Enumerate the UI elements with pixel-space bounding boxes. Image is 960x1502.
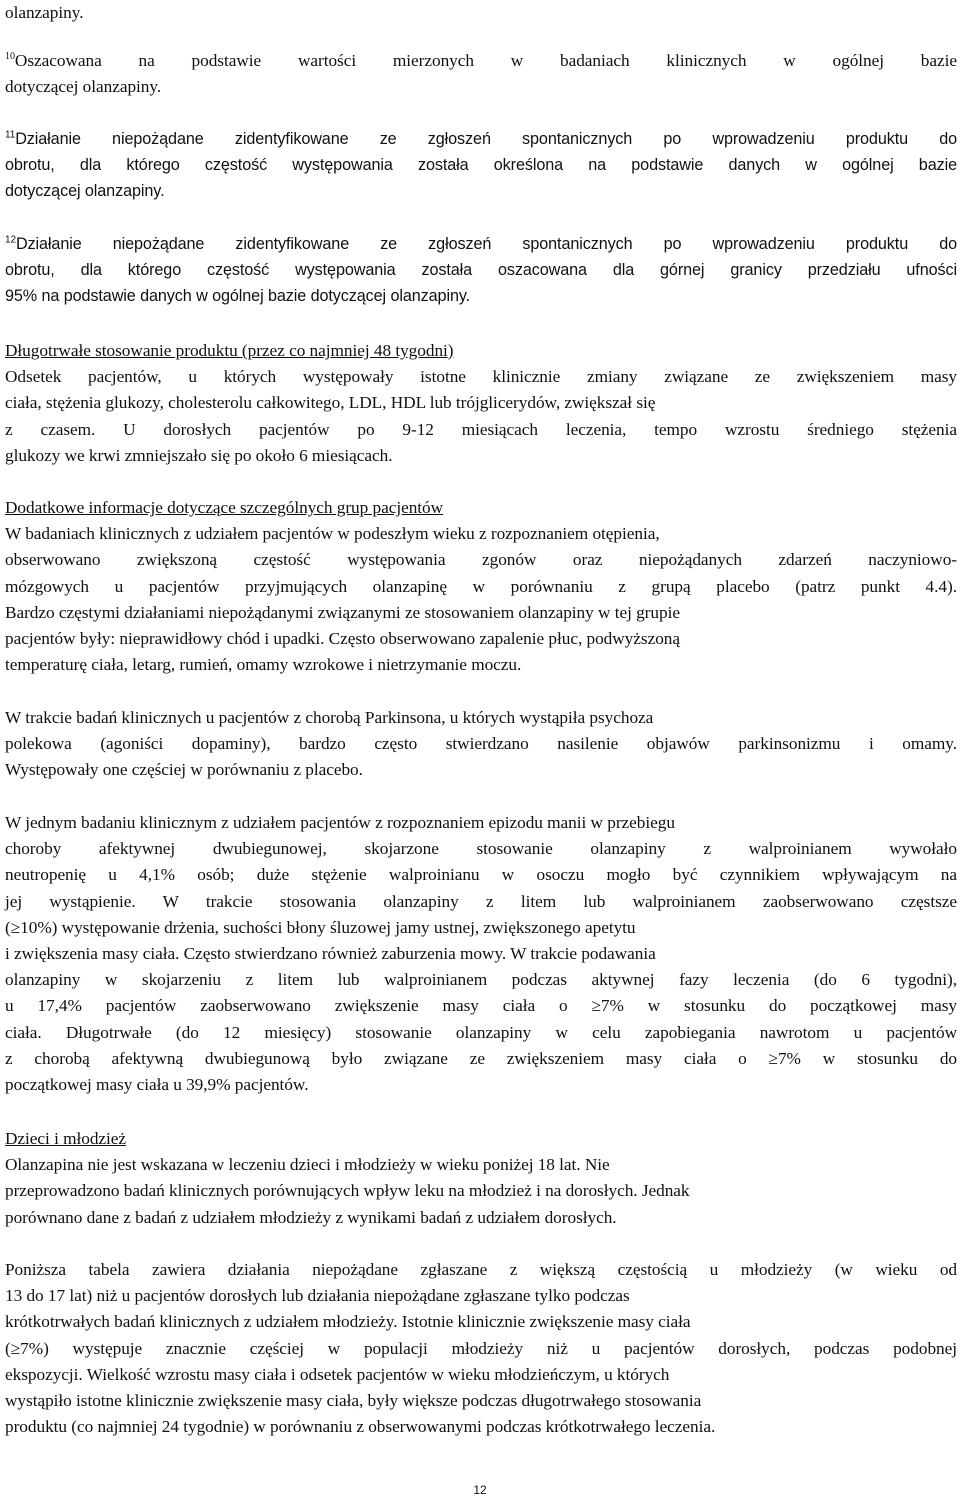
text-line: W jednym badaniu klinicznym z udziałem pacjentów z rozpoznaniem epizodu manii w przebiegu: [5, 813, 675, 832]
text-line: W trakcie badań klinicznych u pacjentów z chorobą Parkinsona, u których wystąpiła psychoza: [5, 708, 654, 727]
paragraph-mania: [5, 810, 957, 1098]
text-line: W badaniach klinicznych z udziałem pacjentów w podeszłym wieku z rozpoznaniem otępienia,: [5, 524, 660, 544]
text-line: Występowały one częściej w porównaniu z placebo.: [5, 760, 363, 780]
text-line: neutropenię u 4,1% osób; duże stężenie walproinianu w osoczu mogło być czynnikiem wpływającym na: [5, 865, 957, 885]
section-children-adolescents: [5, 1126, 957, 1231]
paragraph-adolescent-table-intro: [5, 1257, 957, 1440]
text-line: Działanie niepożądane zidentyfikowane ze zgłoszeń spontanicznych po wprowadzeniu produktu do: [15, 130, 957, 148]
text-line: Poniższa tabela zawiera działania niepożądane zgłaszane z większą częstością u młodzieży (w wieku od: [5, 1260, 957, 1279]
text-line: olanzapiny w skojarzeniu z litem lub walproinianem podczas aktywnej fazy leczenia (do 6 tygodni),: [5, 970, 957, 990]
page-number: 12: [473, 1483, 487, 1497]
footnote-11: [5, 126, 957, 205]
text-line: (≥7%) występuje znacznie częściej w populacji młodzieży niż u pacjentów dorosłych, podczas podobnej: [5, 1338, 957, 1358]
text-line: porównano dane z badań z udziałem młodzieży z wynikami badań z udziałem dorosłych.: [5, 1207, 617, 1227]
text-line: Olanzapina nie jest wskazana w leczeniu dzieci i młodzieży w wieku poniżej 18 lat. Nie: [5, 1155, 610, 1175]
footnote-marker: 11: [5, 129, 16, 141]
text-line: ciała, stężenia glukozy, cholesterolu całkowitego, LDL, HDL lub trójglicerydów, zwiększał się: [5, 393, 656, 413]
section-long-term-use: [5, 338, 957, 469]
top-fragment: [5, 0, 957, 26]
text-line: produktu (co najmniej 24 tygodnie) w porównaniu z obserwowanymi podczas krótkotrwałego leczenia.: [5, 1417, 716, 1437]
footnote-marker: 10: [5, 51, 15, 63]
text-line: temperaturę ciała, letarg, rumień, omamy wzrokowe i nietrzymanie moczu.: [5, 655, 522, 675]
text-line: ekspozycji. Wielkość wzrostu masy ciała i odsetek pacjentów w wieku młodzieńczym, u których: [5, 1364, 670, 1384]
text-line: ciała. Długotrwałe (do 12 miesięcy) stosowanie olanzapiny w celu zapobiegania nawrotom u pacjentów: [5, 1022, 957, 1042]
text-line: Bardzo częstymi działaniami niepożądanymi związanymi ze stosowaniem olanzapiny w tej grupie: [5, 602, 680, 622]
text-line: mózgowych u pacjentów przyjmujących olanzapinę w porównaniu z grupą placebo (patrz punkt 4.4).: [5, 576, 957, 596]
text-line: obrotu, dla którego częstość występowania została określona na podstawie danych w ogólnej bazie: [5, 156, 957, 175]
text-line: (≥10%) występowanie drżenia, suchości błony śluzowej jamy ustnej, zwiększonego apetytu: [5, 917, 636, 937]
section-special-populations: [5, 495, 957, 678]
text-line: jej wystąpienie. W trakcie stosowania olanzapiny z litem lub walproinianem zaobserwowano częstsze: [5, 891, 957, 911]
paragraph-parkinson: [5, 705, 957, 784]
text-line: choroby afektywnej dwubiegunowej, skojarzone stosowanie olanzapiny z walproinianem wywołało: [5, 839, 957, 859]
text-line: olanzapiny.: [5, 3, 84, 22]
footnote-marker: 12: [5, 234, 16, 246]
text-line: pacjentów były: nieprawidłowy chód i upadki. Często obserwowano zapalenie płuc, podwyższoną: [5, 628, 680, 648]
text-line: dotyczącej olanzapiny.: [5, 77, 162, 97]
text-line: polekowa (agoniści dopaminy), bardzo często stwierdzano nasilenie objawów parkinsonizmu i omamy.: [5, 734, 957, 754]
text-line: krótkotrwałych badań klinicznych z udziałem młodzieży. Istotnie klinicznie zwiększenie masy ciała: [5, 1312, 691, 1332]
text-line: 95% na podstawie danych w ogólnej bazie dotyczącej olanzapiny.: [5, 287, 471, 306]
section-heading: Dodatkowe informacje dotyczące szczególnych grup pacjentów: [5, 498, 444, 517]
footnote-12: [5, 231, 957, 310]
text-line: wystąpiło istotne klinicznie zwiększenie masy ciała, były większe podczas długotrwałego stosowania: [5, 1390, 702, 1410]
text-line: obserwowano zwiększoną częstość występowania zgonów oraz niepożądanych zdarzeń naczyniowo-: [5, 550, 957, 570]
text-line: glukozy we krwi zmniejszało się po około 6 miesiącach.: [5, 445, 393, 465]
text-line: u 17,4% pacjentów zaobserwowano zwiększenie masy ciała o ≥7% w stosunku do początkowej masy: [5, 996, 957, 1016]
text-line: Działanie niepożądane zidentyfikowane ze zgłoszeń spontanicznych po wprowadzeniu produktu do: [15, 235, 957, 253]
section-heading: Długotrwałe stosowanie produktu (przez co najmniej 48 tygodni): [5, 341, 454, 360]
text-line: z chorobą afektywną dwubiegunową było związane ze zwiększeniem masy ciała o ≥7% w stosunku do: [5, 1048, 957, 1068]
text-line: początkowej masy ciała u 39,9% pacjentów.: [5, 1074, 309, 1094]
text-line: i zwiększenia masy ciała. Często stwierdzano również zaburzenia mowy. W trakcie podawania: [5, 943, 656, 963]
section-heading: Dzieci i młodzież: [5, 1129, 127, 1148]
text-line: obrotu, dla którego częstość występowania została oszacowana dla górnej granicy przedziału ufności: [5, 261, 957, 280]
text-line: dotyczącej olanzapiny.: [5, 182, 165, 201]
text-line: Odsetek pacjentów, u których występowały istotne klinicznie zmiany związane ze zwiększeniem masy: [5, 367, 957, 387]
text-line: z czasem. U dorosłych pacjentów po 9-12 miesiącach leczenia, tempo wzrostu średniego stężenia: [5, 419, 957, 439]
footnote-10: [5, 48, 957, 100]
text-line: przeprowadzono badań klinicznych porównujących wpływ leku na młodzież i na dorosłych. Jednak: [5, 1181, 690, 1201]
text-line: Oszacowana na podstawie wartości mierzonych w badaniach klinicznych w ogólnej bazie: [14, 51, 957, 70]
text-line: 13 do 17 lat) niż u pacjentów dorosłych lub działania niepożądane zgłaszane tylko podczas: [5, 1286, 630, 1306]
